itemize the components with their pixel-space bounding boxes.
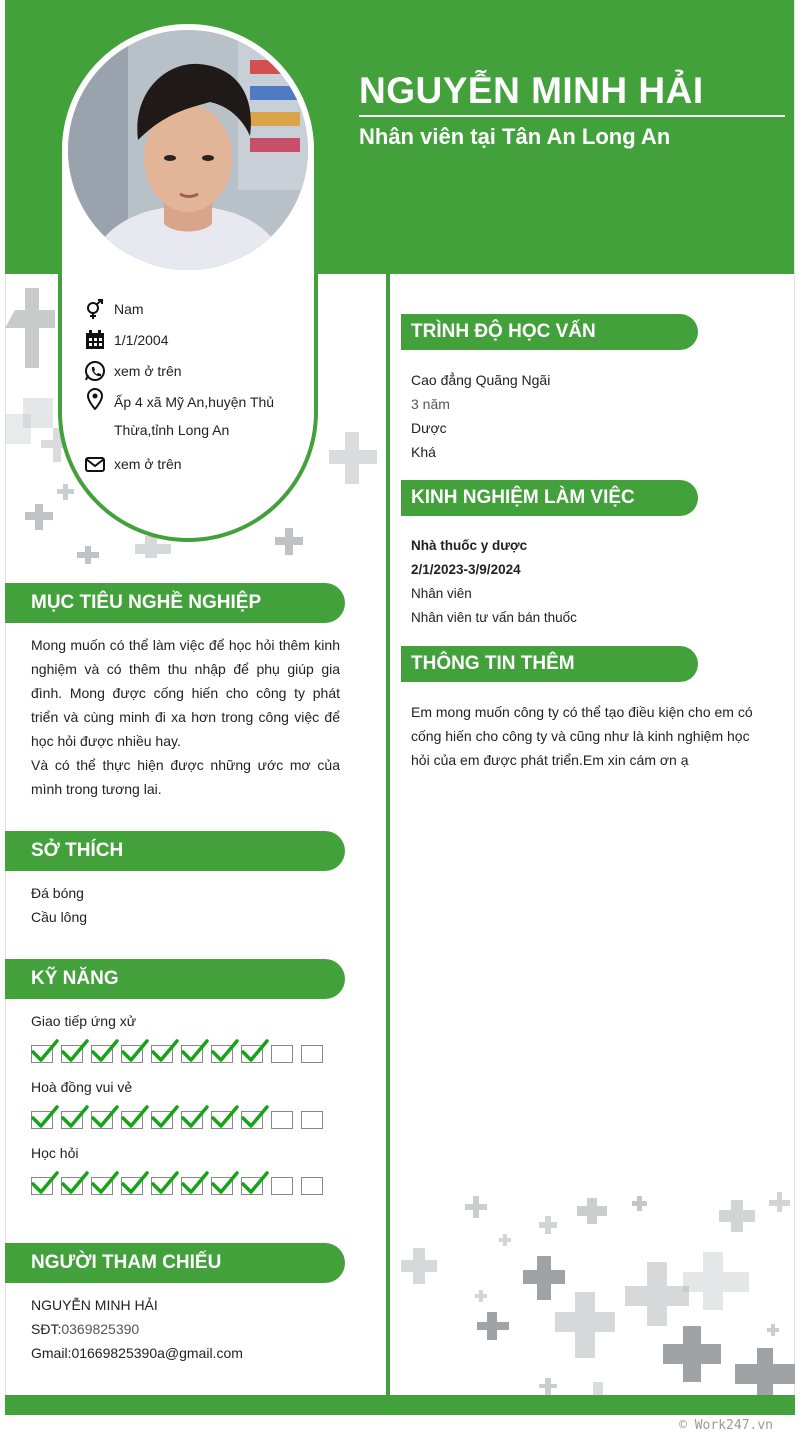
references-body — [31, 1293, 340, 1365]
skill-item — [31, 1077, 340, 1129]
skill-name: Giao tiếp ứng xử — [31, 1013, 137, 1029]
checkbox-empty-icon — [271, 1045, 293, 1063]
extra-info-body — [411, 700, 767, 772]
hobby-item: Đá bóng — [31, 885, 84, 901]
address-row — [84, 388, 294, 444]
personal-info — [84, 298, 294, 484]
reference-email — [31, 1341, 340, 1365]
calendar-icon — [84, 329, 106, 351]
checkbox-checked-icon — [121, 1111, 143, 1129]
skill-name: Học hỏi — [31, 1145, 79, 1161]
education-heading: TRÌNH ĐỘ HỌC VẤN — [401, 314, 698, 350]
objective-paragraph: Và có thể thực hiện được những ước mơ của mình trong tương lai. — [31, 757, 340, 797]
skill-item — [31, 1011, 340, 1063]
hobby-item: Cầu lông — [31, 909, 88, 925]
checkbox-checked-icon — [211, 1177, 233, 1195]
checkbox-checked-icon — [61, 1045, 83, 1063]
checkbox-checked-icon — [181, 1045, 203, 1063]
phone-label: SĐT: — [31, 1321, 62, 1337]
hobbies-body — [31, 881, 340, 929]
checkbox-checked-icon — [151, 1045, 173, 1063]
checkbox-checked-icon — [121, 1177, 143, 1195]
checkbox-checked-icon — [121, 1045, 143, 1063]
skill-name: Hoà đồng vui vẻ — [31, 1079, 133, 1095]
extra-info-heading: THÔNG TIN THÊM — [401, 646, 698, 682]
skills-heading: KỸ NĂNG — [5, 959, 345, 999]
candidate-name: NGUYỄN MINH HẢI — [359, 70, 704, 111]
experience-company: Nhà thuốc y dược — [411, 538, 528, 553]
candidate-job-title: Nhân viên tại Tân An Long An — [359, 124, 671, 149]
email-label: Gmail: — [31, 1345, 72, 1361]
phone-icon — [84, 360, 106, 382]
cv-page — [5, 0, 795, 1442]
watermark: © Work247.vn — [679, 1418, 773, 1433]
checkbox-checked-icon — [91, 1111, 113, 1129]
checkbox-checked-icon — [31, 1177, 53, 1195]
hobbies-heading: SỞ THÍCH — [5, 831, 345, 871]
checkbox-checked-icon — [151, 1111, 173, 1129]
email-value: xem ở trên — [114, 456, 182, 472]
checkbox-checked-icon — [181, 1177, 203, 1195]
checkbox-checked-icon — [91, 1177, 113, 1195]
skills-body — [31, 1011, 340, 1209]
email-row — [84, 453, 294, 475]
education-major: Dược — [411, 420, 447, 436]
phone-row — [84, 360, 294, 382]
checkbox-checked-icon — [211, 1045, 233, 1063]
experience-description: Nhân viên tư vấn bán thuốc — [411, 610, 577, 625]
checkbox-checked-icon — [181, 1111, 203, 1129]
education-grade: Khá — [411, 444, 436, 460]
avatar — [68, 30, 308, 270]
footer-band — [5, 1395, 795, 1415]
address-line-2: Thừa,tỉnh Long An — [114, 422, 230, 438]
email-address: 01669825390a@gmail.com — [71, 1345, 243, 1361]
objective-body — [31, 633, 340, 801]
phone-value: xem ở trên — [114, 363, 182, 379]
checkbox-checked-icon — [61, 1177, 83, 1195]
medical-cross-pattern — [397, 1190, 795, 1395]
skill-rating — [31, 1107, 340, 1129]
education-body — [411, 368, 767, 464]
checkbox-empty-icon — [271, 1177, 293, 1195]
checkbox-checked-icon — [241, 1177, 263, 1195]
reference-name: NGUYỄN MINH HẢI — [31, 1297, 158, 1313]
checkbox-checked-icon — [241, 1111, 263, 1129]
gender-value: Nam — [114, 301, 144, 317]
name-underline — [359, 115, 785, 117]
objective-heading: MỤC TIÊU NGHỀ NGHIỆP — [5, 583, 345, 623]
checkbox-checked-icon — [241, 1045, 263, 1063]
location-icon — [84, 388, 106, 410]
address-line-1: Ấp 4 xã Mỹ An,huyện Thủ — [114, 394, 275, 410]
skill-item — [31, 1143, 340, 1195]
checkbox-checked-icon — [151, 1177, 173, 1195]
gender-icon — [84, 298, 106, 320]
education-school: Cao đẳng Quãng Ngãi — [411, 372, 551, 388]
skill-rating — [31, 1173, 340, 1195]
column-divider — [386, 274, 390, 1395]
checkbox-checked-icon — [91, 1045, 113, 1063]
extra-info-text: Em mong muốn công ty có thể tạo điều kiện cho em có cống hiến cho công ty và cũng như là kinh nghiệm học hỏi của em được phát triển.Em xin cám ơn ạ — [411, 704, 753, 768]
profile-card — [58, 20, 318, 542]
phone-number: 0369825390 — [61, 1321, 140, 1337]
objective-paragraph: Mong muốn có thể làm việc để học hỏi thêm kinh nghiệm và có thêm thu nhập để phụ giúp gia đình. Mong được cống hiến cho công ty phát triển và cùng minh đi xa hơn trong công việc để học hỏi được nhiều hay. — [31, 637, 340, 749]
reference-phone — [31, 1317, 340, 1341]
skill-rating — [31, 1041, 340, 1063]
experience-position: Nhân viên — [411, 586, 472, 601]
experience-period: 2/1/2023-3/9/2024 — [411, 562, 521, 577]
address-value — [114, 388, 294, 444]
checkbox-empty-icon — [301, 1111, 323, 1129]
checkbox-checked-icon — [31, 1045, 53, 1063]
education-duration: 3 năm — [411, 396, 450, 412]
experience-heading: KINH NGHIỆM LÀM VIỆC — [401, 480, 698, 516]
birthday-row — [84, 329, 294, 351]
birthday-value: 1/1/2004 — [114, 332, 169, 348]
gender-row — [84, 298, 294, 320]
references-heading: NGƯỜI THAM CHIẾU — [5, 1243, 345, 1283]
checkbox-checked-icon — [61, 1111, 83, 1129]
experience-body — [411, 534, 767, 630]
checkbox-checked-icon — [31, 1111, 53, 1129]
checkbox-empty-icon — [271, 1111, 293, 1129]
mail-icon — [84, 453, 106, 475]
checkbox-empty-icon — [301, 1177, 323, 1195]
checkbox-checked-icon — [211, 1111, 233, 1129]
checkbox-empty-icon — [301, 1045, 323, 1063]
